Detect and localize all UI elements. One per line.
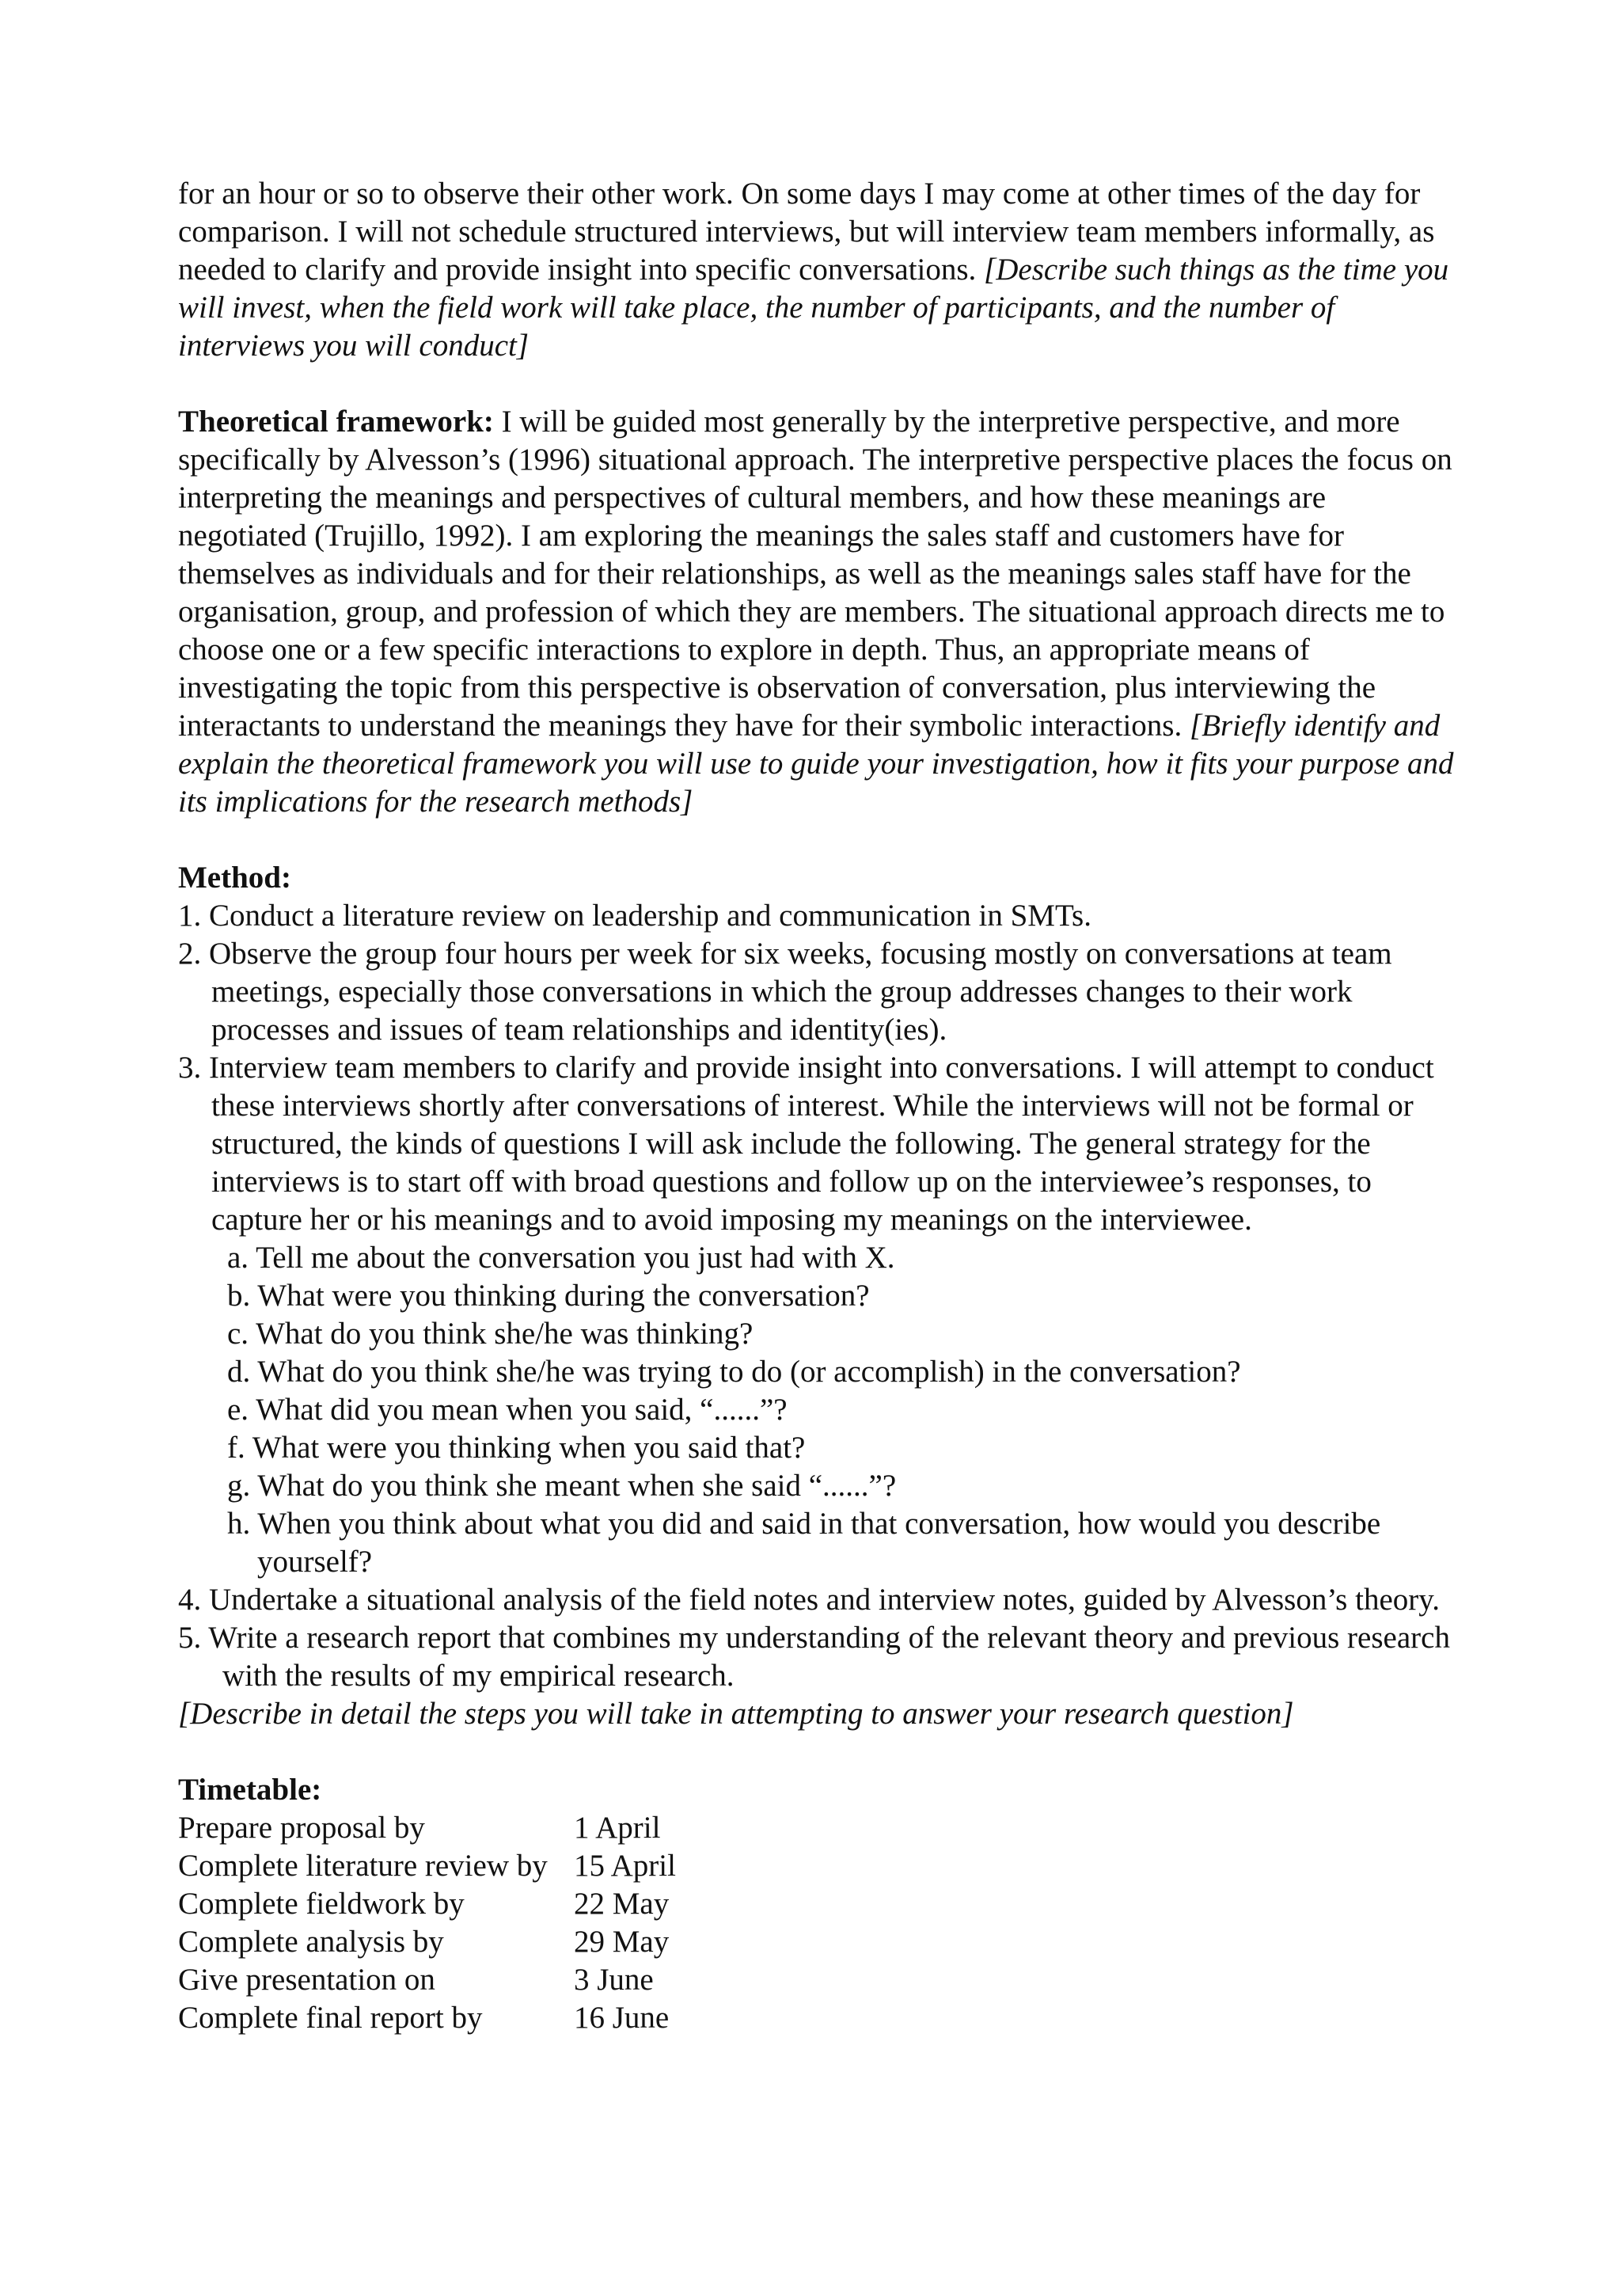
timetable-task: Complete literature review by [178, 1849, 548, 1883]
method-note: [Describe in detail the steps you will take in attempting to answer your research question] [178, 1697, 1294, 1731]
timetable-task: Prepare proposal by [178, 1811, 425, 1845]
timetable-section [178, 1771, 1460, 2037]
method-step-2: 2. Observe the group four hours per week for six weeks, focusing mostly on conversations at team meetings, especially those conversations in which the group addresses changes to their work processes and issues of team relationships and identity(ies). [178, 937, 1392, 1047]
timetable-date: 22 May [574, 1887, 670, 1921]
interview-question-h: h. When you think about what you did and said in that conversation, how would you describe yourself? [227, 1507, 1381, 1579]
interview-question-f: f. What were you thinking when you said that? [227, 1431, 806, 1465]
method-section [178, 859, 1460, 1733]
timetable-date: 1 April [574, 1811, 661, 1845]
theory-paragraph [178, 403, 1460, 821]
interview-question-d: d. What do you think she/he was trying to do (or accomplish) in the conversation? [227, 1355, 1241, 1389]
timetable-task: Complete fieldwork by [178, 1887, 465, 1921]
interview-question-g: g. What do you think she meant when she said “......”? [227, 1469, 897, 1503]
timetable-date: 3 June [574, 1963, 654, 1997]
interview-question-b: b. What were you thinking during the conversation? [227, 1279, 870, 1313]
timetable-task: Complete final report by [178, 2001, 483, 2035]
interview-question-c: c. What do you think she/he was thinking? [227, 1317, 754, 1351]
method-step-3: 3. Interview team members to clarify and provide insight into conversations. I will attempt to conduct these interviews shortly after conversations of interest. While the interviews will not be formal or structured, the kinds of questions I will ask include the following. The general strategy for the interviews is to start off with broad questions and follow up on the interviewee’s responses, to capture her or his meanings and to avoid imposing my meanings on the interviewee. [178, 1051, 1434, 1237]
timetable-task: Complete analysis by [178, 1925, 444, 1959]
timetable-task: Give presentation on [178, 1963, 435, 1997]
theory-text: I will be guided most generally by the interpretive perspective, and more specifically by Alvesson’s (1996) situational approach. The interpretive perspective places the focus on interpreting the meanings and perspectives of cultural members, and how these meanings are negotiated (Trujillo, 1992). I am exploring the meanings the sales staff and customers have for themselves as individuals and for their relationships, as well as the meanings sales staff have for the organisation, group, and profession of which they are members. The situational approach directs me to choose one or a few specific interactions to explore in depth. Thus, an appropriate means of investigating the topic from this perspective is observation of conversation, plus interviewing the interactants to understand the meanings they have for their symbolic interactions. [178, 405, 1452, 743]
timetable-heading: Timetable: [178, 1773, 322, 1807]
theory-note: [Briefly identify and explain the theoretical framework you will use to guide your investigation, how it fits your purpose and its implications for the research methods] [178, 709, 1454, 819]
method-heading: Method: [178, 861, 291, 895]
theory-heading: Theoretical framework: [178, 405, 494, 439]
method-step-1: 1. Conduct a literature review on leadership and communication in SMTs. [178, 899, 1091, 933]
intro-text: for an hour or so to observe their other work. On some days I may come at other times of the day for comparison. I will not schedule structured interviews, but will interview team members informally, as needed to clarify and provide insight into specific conversations. [178, 177, 1435, 287]
method-step-5: 5. Write a research report that combines my understanding of the relevant theory and previous research with the results of my empirical research. [178, 1621, 1450, 1693]
intro-note: [Describe such things as the time you will invest, when the field work will take place, the number of participants, and the number of interviews you will conduct] [178, 253, 1449, 363]
timetable-date: 15 April [574, 1849, 676, 1883]
method-step-4: 4. Undertake a situational analysis of the field notes and interview notes, guided by Alvesson’s theory. [178, 1583, 1440, 1617]
timetable-date: 29 May [574, 1925, 670, 1959]
timetable [178, 1809, 1460, 2037]
interview-question-a: a. Tell me about the conversation you just had with X. [227, 1241, 895, 1275]
intro-paragraph [178, 175, 1460, 365]
document-page [178, 175, 1460, 2075]
interview-question-e: e. What did you mean when you said, “......”? [227, 1393, 788, 1427]
timetable-date: 16 June [574, 2001, 670, 2035]
